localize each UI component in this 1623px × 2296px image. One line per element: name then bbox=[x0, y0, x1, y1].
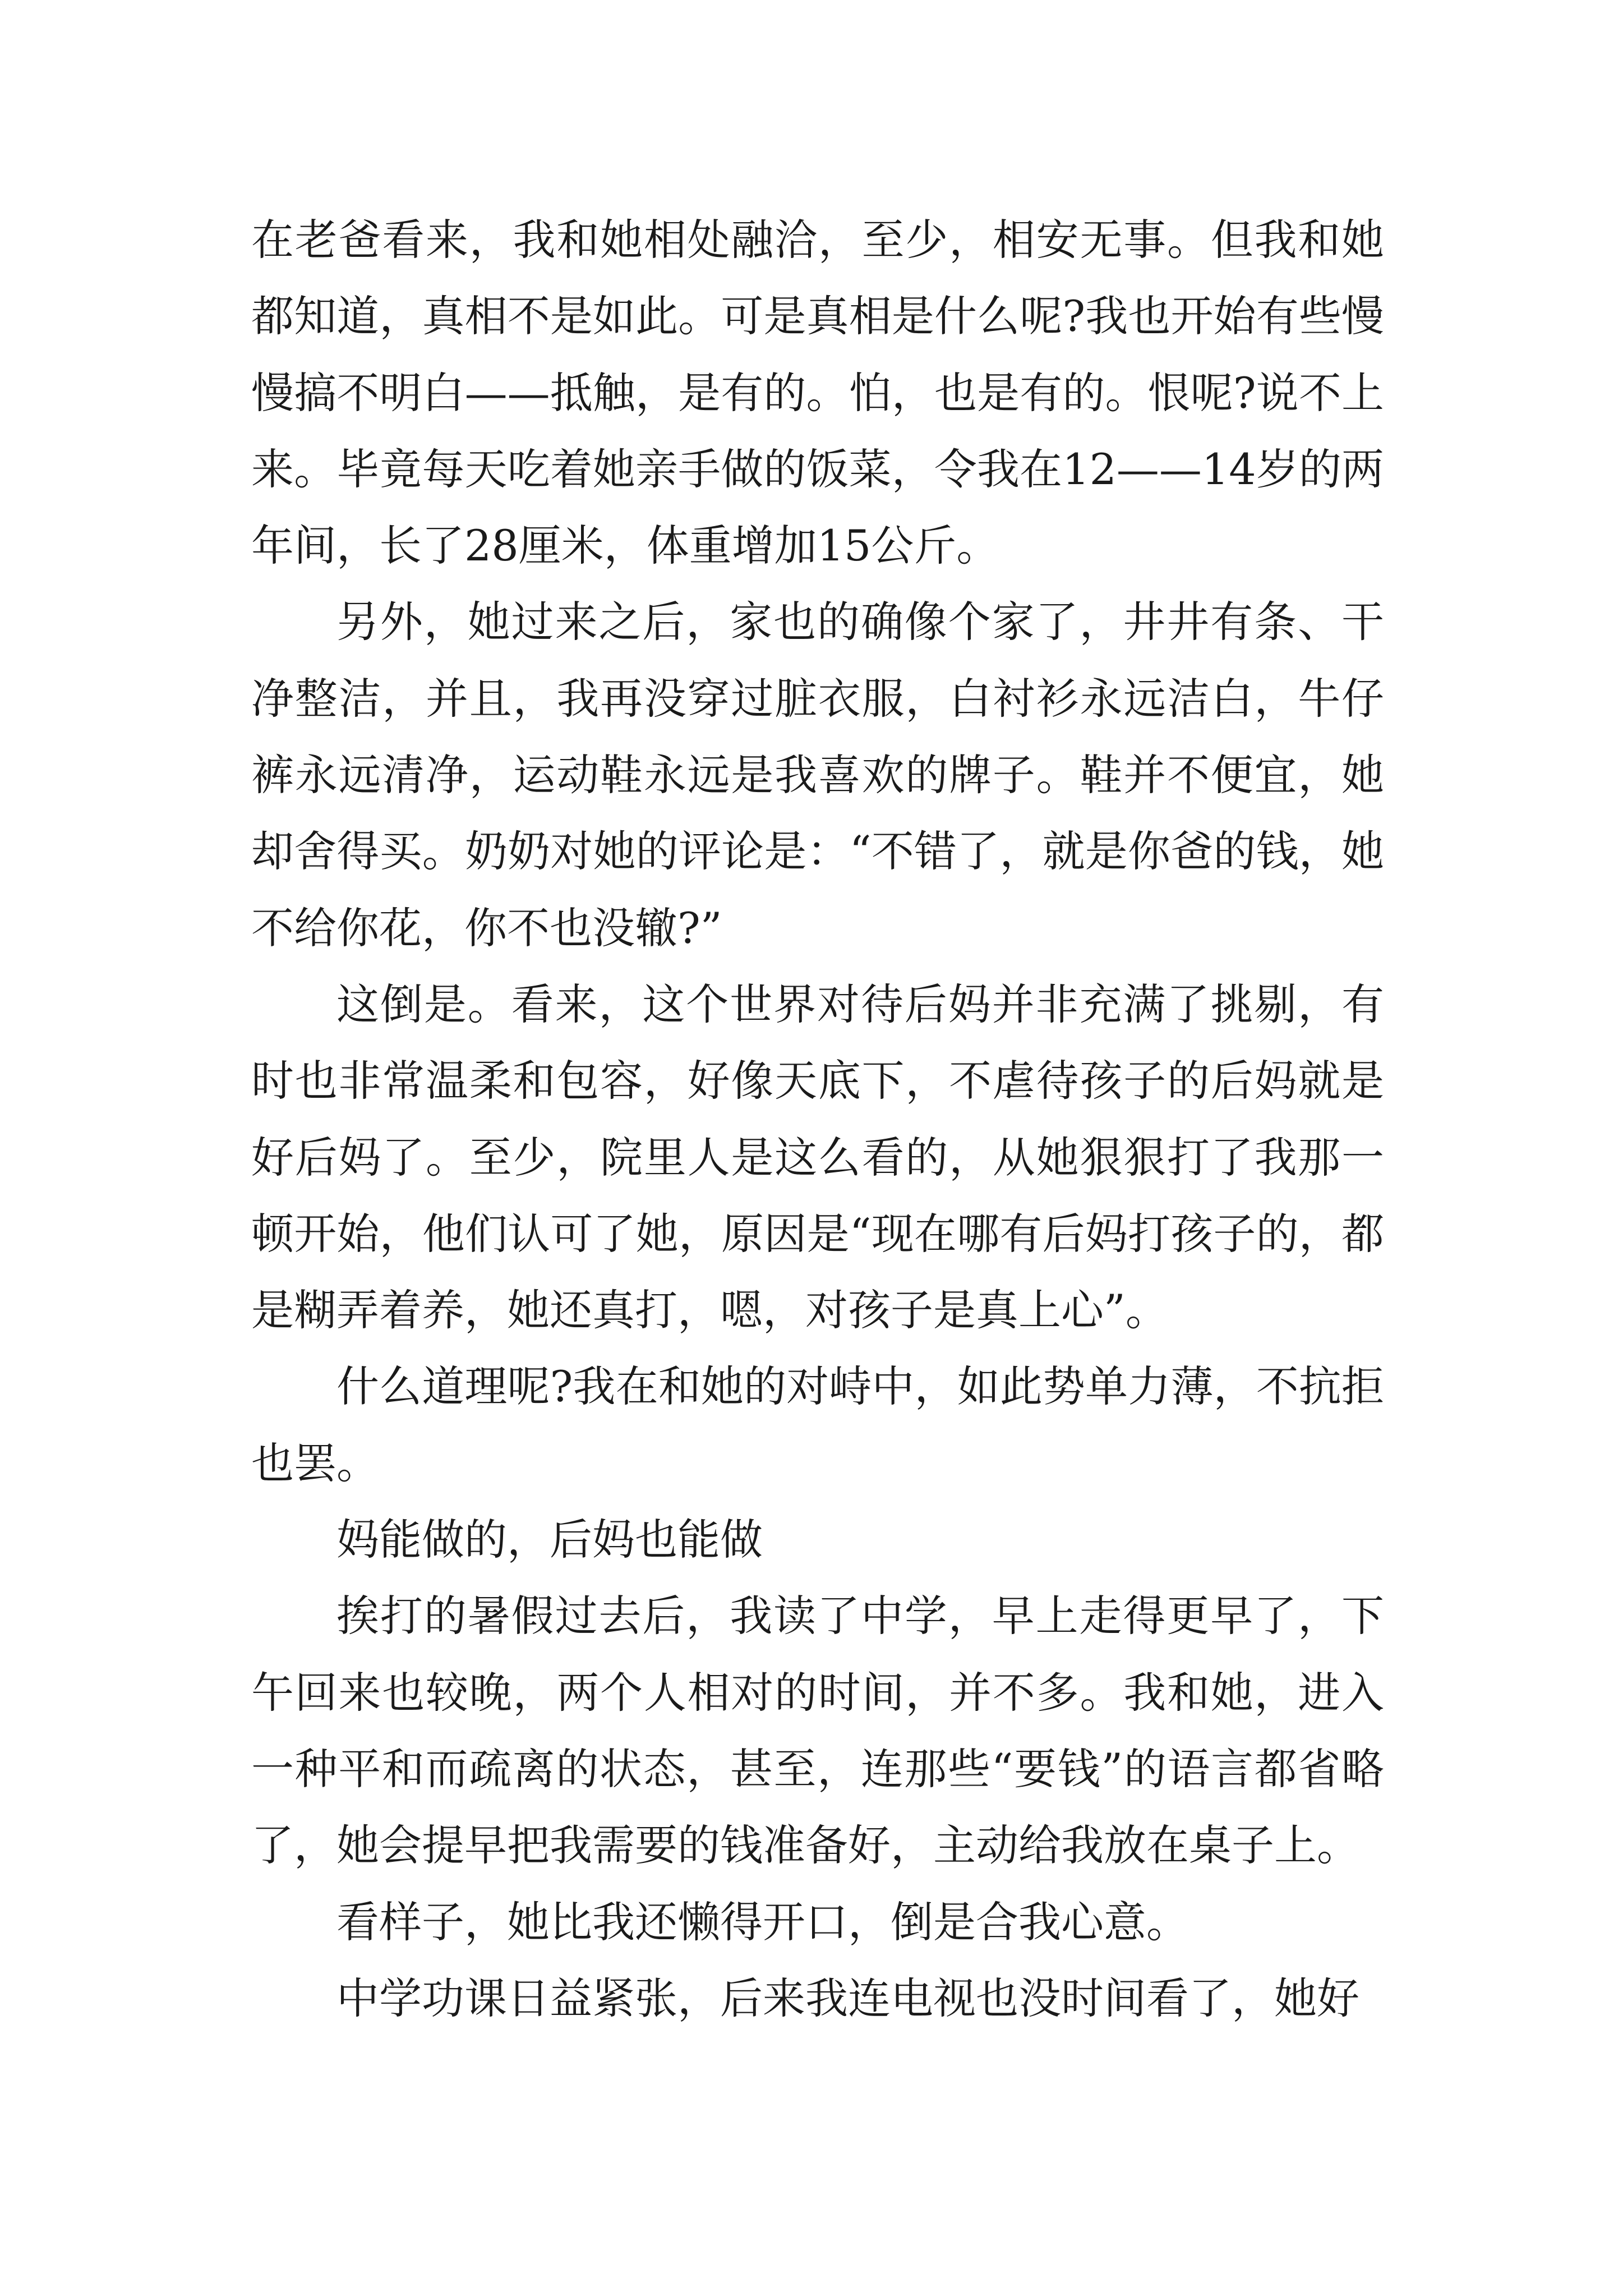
section-heading: 妈能做的，后妈也能做 bbox=[336, 1515, 763, 1565]
paragraph-2: 另外，她过来之后，家也的确像个家了，井井有条、干净整洁，并且，我再没穿过脏衣服，白衬衫永远洁白，牛仔裤永远清净，运动鞋永远是我喜欢的牌子。鞋并不便宜，她却舍得买。奶奶对她的评论是：“不错了，就是你爸的钱，她不给你花，你不也没辙?” bbox=[251, 597, 1384, 953]
paragraph-4: 什么道理呢?我在和她的对峙中，如此势单力薄，不抗拒也罢。 bbox=[251, 1361, 1384, 1488]
paragraph-6: 看样子，她比我还懒得开口，倒是合我心意。 bbox=[336, 1897, 1189, 1947]
paragraph-3: 这倒是。看来，这个世界对待后妈并非充满了挑剔，有时也非常温柔和包容，好像天底下，不虐待孩子的后妈就是好后妈了。至少，院里人是这么看的，从她狠狠打了我那一顿开始，他们认可了她，原因是“现在哪有后妈打孩子的，都是糊弄着养，她还真打，嗯，对孩子是真上心”。 bbox=[251, 979, 1384, 1336]
paragraph-1: 在老爸看来，我和她相处融洽，至少，相安无事。但我和她都知道，真相不是如此。可是真相是什么呢?我也开始有些慢慢搞不明白——抵触，是有的。怕，也是有的。恨呢?说不上来。毕竟每天吃着她亲手做的饭菜，令我在12——14岁的两年间，长了28厘米，体重增加15公斤。 bbox=[251, 215, 1384, 571]
paragraph-7: 中学功课日益紧张，后来我连电视也没时间看了，她好 bbox=[336, 1973, 1359, 2023]
paragraph-5: 挨打的暑假过去后，我读了中学，早上走得更早了，下午回来也较晚，两个人相对的时间，并不多。我和她，进入一种平和而疏离的状态，甚至，连那些“要钱”的语言都省略了，她会提早把我需要的钱准备好，主动给我放在桌子上。 bbox=[251, 1591, 1384, 1871]
body-text bbox=[251, 202, 1384, 2037]
